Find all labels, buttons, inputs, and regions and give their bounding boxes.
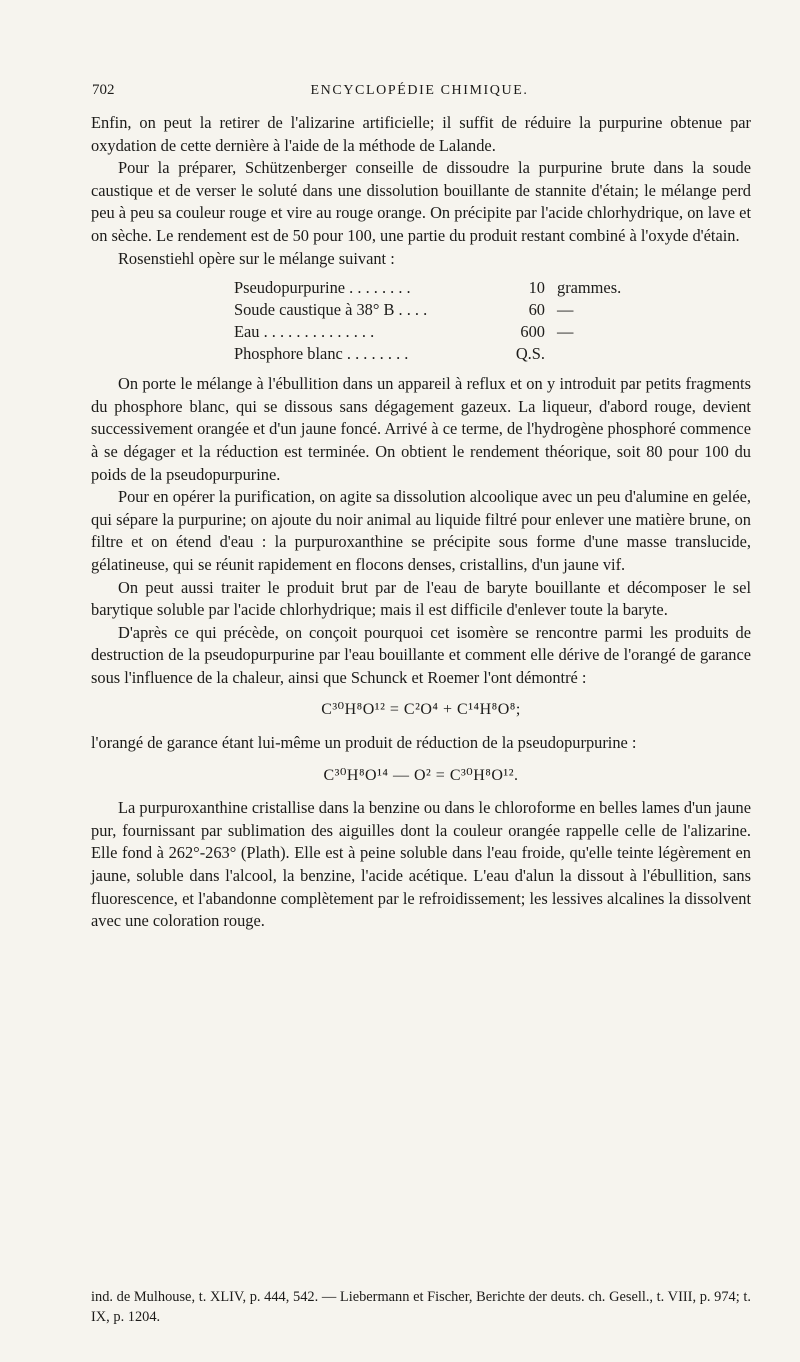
- main-text: [91, 112, 751, 933]
- ingredient-unit: grammes.: [557, 278, 622, 298]
- paragraph: Pour en opérer la purification, on agite sa dissolution alcoolique avec un peu d'alumine en gelée, qui sépare la purpurine; on ajoute du noir animal au liquide filtré pour enlever une matière brune, on filtre et on étend d'eau : la purpuroxanthine se précipite sous forme d'une masse translucide, gélatineuse, qui se réunit rapidement en flocons denses, cristallins, d'un jaune vif.: [91, 487, 751, 574]
- paragraph: Rosenstiehl opère sur le mélange suivant :: [118, 248, 395, 268]
- ingredient-name: Eau . . . . . . . . . . . . . .: [234, 322, 375, 342]
- ingredient-name: Pseudopurpurine . . . . . . . .: [234, 278, 411, 298]
- footnote: ind. de Mulhouse, t. XLIV, p. 444, 542. — Liebermann et Fischer, Berichte der deuts. ch. Gesell., t. VIII, p. 974; t. IX, p. 1204.: [91, 1289, 751, 1325]
- paragraph: La purpuroxanthine cristallise dans la benzine ou dans le chloroforme en belles lames d'un jaune pur, fournissant par sublimation des aiguilles dont la couleur orangée rappelle celle de l'alizarine. Elle fond à 262°-263° (Plath). Elle est à peine soluble dans l'eau froide, qu'elle teinte légèrement en jaune, soluble dans l'alcool, la benzine, l'acide acétique. L'eau d'alun la dissout à l'ébullition, sans fluorescence, et l'abandonne complètement par le refroidissement; les lessives alcalines la dissolvent avec une coloration rouge.: [91, 798, 751, 931]
- ingredient-unit: —: [557, 300, 574, 320]
- ingredient-quantity: 60: [528, 300, 545, 320]
- recipe-row: [234, 299, 654, 321]
- recipe-table: [234, 277, 654, 365]
- paragraph: Enfin, on peut la retirer de l'alizarine artificielle; il suffit de réduire la purpurine obtenue par oxydation de cette dernière à l'aide de la méthode de Lalande.: [91, 113, 751, 155]
- ingredient-unit: —: [557, 322, 574, 342]
- recipe-row: [234, 343, 654, 365]
- ingredient-quantity: 10: [528, 278, 545, 298]
- ingredient-name: Soude caustique à 38° B . . . .: [234, 300, 428, 320]
- ingredient-quantity: 600: [520, 322, 545, 342]
- paragraph: On peut aussi traiter le produit brut par de l'eau de baryte bouillante et décomposer le sel barytique soluble par l'acide chlorhydrique; mais il est difficile d'enlever toute la baryte.: [91, 577, 751, 620]
- running-title: ENCYCLOPÉDIE CHIMIQUE.: [310, 83, 529, 98]
- page-number: 702: [92, 82, 115, 98]
- recipe-row: [234, 321, 654, 343]
- paragraph: Pour la préparer, Schützenberger conseille de dissoudre la purpurine brute dans la soude caustique et de verser le soluté dans une dissolution bouillante de stannite d'étain; le mélange perd peu à peu sa couleur rouge et vire au rouge orange. On précipite par l'acide chlorhydrique, on lave et on sèche. Le rendement est de 50 pour 100, une partie du produit restant combiné à l'oxyde d'étain.: [91, 158, 751, 245]
- ingredient-name: Phosphore blanc . . . . . . . .: [234, 344, 409, 364]
- chemical-equation: C³⁰H⁸O¹⁴ — O² = C³⁰H⁸O¹².: [323, 766, 519, 784]
- paragraph: l'orangé de garance étant lui-même un produit de réduction de la pseudopurpurine :: [91, 733, 637, 753]
- running-header: [92, 82, 747, 99]
- paragraph: On porte le mélange à l'ébullition dans un appareil à reflux et on y introduit par petits fragments du phosphore blanc, qui se dissous sans dégagement gazeux. La liqueur, d'abord rouge, devient successivement orangée et d'un jaune foncé. Arrivé à ce terme, de l'hydrogène phosphoré commence à se dégager et la réduction est terminée. On obtient le rendement théorique, soit 80 pour 100 du poids de la pseudopurpurine.: [91, 374, 751, 484]
- recipe-row: [234, 277, 654, 299]
- paragraph: D'après ce qui précède, on conçoit pourquoi cet isomère se rencontre parmi les produits de destruction de la pseudopurpurine par l'eau bouillante et comment elle dérive de l'orangé de garance sous l'influence de la chaleur, ainsi que Schunck et Roemer l'ont démontré :: [91, 622, 751, 687]
- chemical-equation: C³⁰H⁸O¹² = C²O⁴ + C¹⁴H⁸O⁸;: [321, 701, 521, 719]
- ingredient-quantity: Q.S.: [515, 344, 545, 364]
